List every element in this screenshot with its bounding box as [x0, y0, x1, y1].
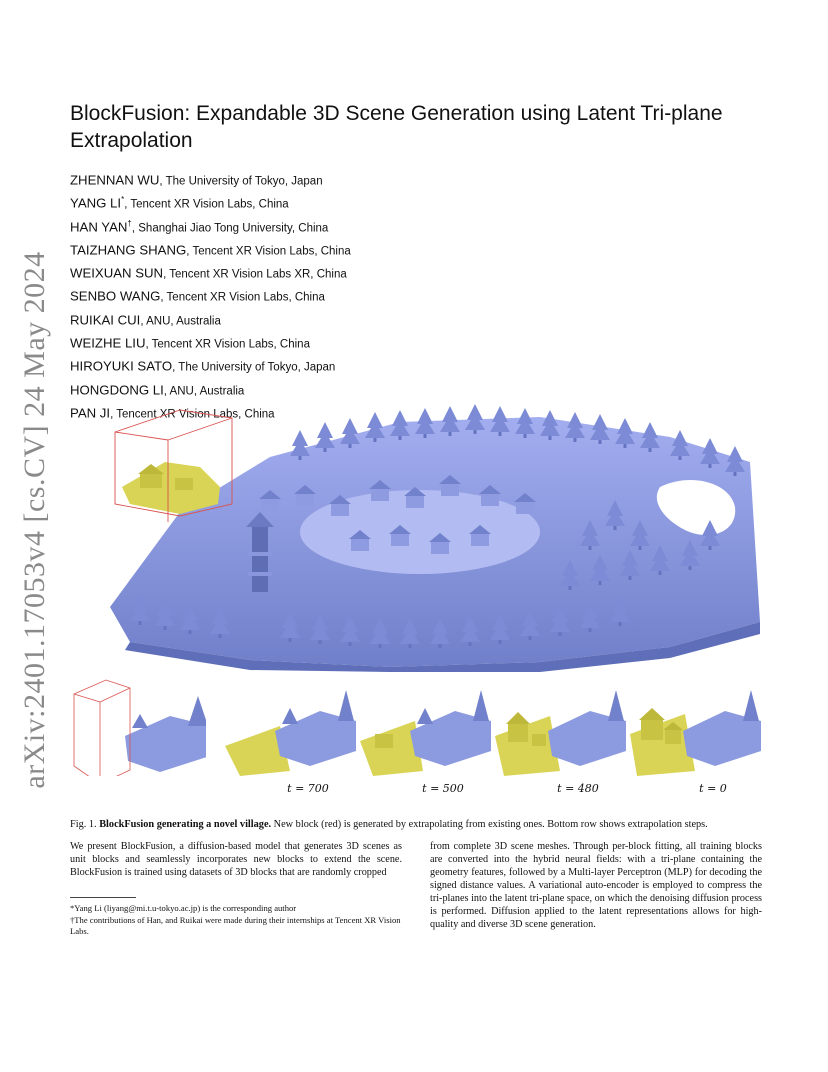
step-label-t0: t = 0 — [699, 782, 727, 795]
step-t500 — [355, 676, 491, 776]
author-entry — [70, 284, 770, 307]
step-label-t500: t = 500 — [422, 782, 464, 795]
step-t480 — [490, 676, 626, 776]
author-entry — [70, 215, 770, 238]
footnotes — [70, 903, 402, 938]
author-affiliation: , The University of Tokyo, Japan — [172, 361, 336, 374]
footnote-contributions: †The contributions of Han, and Ruikai were made during their internships at Tencent XR Vision Labs. — [70, 915, 401, 936]
paper-title: BlockFusion: Expandable 3D Scene Generation using Latent Tri-plane Extrapolation — [70, 102, 723, 152]
author-entry — [70, 331, 770, 354]
author-entry — [70, 191, 770, 214]
figure-caption — [70, 818, 770, 831]
new-block-yellow — [122, 462, 220, 514]
author-name: PAN JI — [70, 405, 111, 421]
author-name: YANG LI — [70, 195, 122, 211]
figure-village-scene — [70, 392, 760, 672]
author-entry — [70, 261, 770, 284]
author-entry — [70, 308, 770, 331]
figure-extrapolation-steps — [70, 676, 760, 798]
author-affiliation: , The University of Tokyo, Japan — [159, 175, 323, 188]
author-name: RUIKAI CUI — [70, 312, 141, 328]
author-footnote-mark: * — [121, 195, 125, 205]
abstract-left-column: We present BlockFusion, a diffusion-based model that generates 3D scenes as unit blocks and seamlessly incorporates new blocks to extend the scene. BlockFusion is trained using datasets of 3D blocks that are randomly cropped — [70, 841, 402, 878]
arxiv-side-identifier — [10, 251, 60, 789]
author-entry — [70, 354, 770, 377]
author-name: ZHENNAN WU — [70, 172, 160, 188]
author-name: HIROYUKI SATO — [70, 358, 173, 374]
author-affiliation: , Tencent XR Vision Labs, China — [124, 198, 289, 211]
step-t0 — [625, 676, 761, 776]
author-affiliation: , Tencent XR Vision Labs, China — [160, 291, 325, 304]
caption-prefix: Fig. 1. — [70, 819, 97, 830]
author-affiliation: , Tencent XR Vision Labs, China — [110, 408, 275, 421]
step-label-t480: t = 480 — [557, 782, 599, 795]
author-list — [70, 168, 770, 424]
abstract-right-column: from complete 3D scene meshes. Through per-block fitting, all training blocks are converted into the hybrid neural fields: with a tri-plane containing the geometry features, followed by a Multi-layer Perceptron (MLP) for decoding the signed distance values. A variational auto-encoder is employed to compress the tri-planes into the latent tri-plane space, on which the denoising diffusion process is performed. Diffusion applied to the latent representations allows for high-quality and diverse 3D scene generation. — [430, 841, 762, 930]
arxiv-id-text: arXiv:2401.17053v4 [cs.CV] 24 May 2024 — [18, 251, 51, 789]
caption-bold: BlockFusion generating a novel village. — [99, 819, 272, 830]
author-name: SENBO WANG — [70, 288, 161, 304]
step-label-t700: t = 700 — [287, 782, 329, 795]
footnote-rule — [70, 897, 136, 898]
author-entry — [70, 238, 770, 261]
author-affiliation: , Tencent XR Vision Labs, China — [186, 245, 351, 258]
author-affiliation: , ANU, Australia — [140, 315, 221, 328]
author-entry — [70, 168, 770, 191]
author-affiliation: , Tencent XR Vision Labs, China — [145, 338, 310, 351]
author-footnote-mark: † — [127, 218, 132, 228]
author-name: WEIZHE LIU — [70, 335, 146, 351]
step-t700 — [220, 676, 356, 776]
footnote-corresponding: *Yang Li (liyang@mi.t.u-tokyo.ac.jp) is the corresponding author — [70, 903, 297, 913]
author-affiliation: , ANU, Australia — [163, 385, 245, 398]
author-affiliation: , Tencent XR Vision Labs XR, China — [163, 268, 347, 281]
author-name: HAN YAN — [70, 218, 128, 234]
author-affiliation: , Shanghai Jiao Tong University, China — [131, 221, 329, 234]
step-initial — [70, 676, 206, 776]
author-name: WEIXUAN SUN — [70, 265, 164, 281]
author-name: HONGDONG LI — [70, 382, 164, 398]
caption-rest: New block (red) is generated by extrapolating from existing ones. Bottom row shows extrapolation steps. — [271, 819, 708, 830]
author-name: TAIZHANG SHANG — [70, 242, 187, 258]
